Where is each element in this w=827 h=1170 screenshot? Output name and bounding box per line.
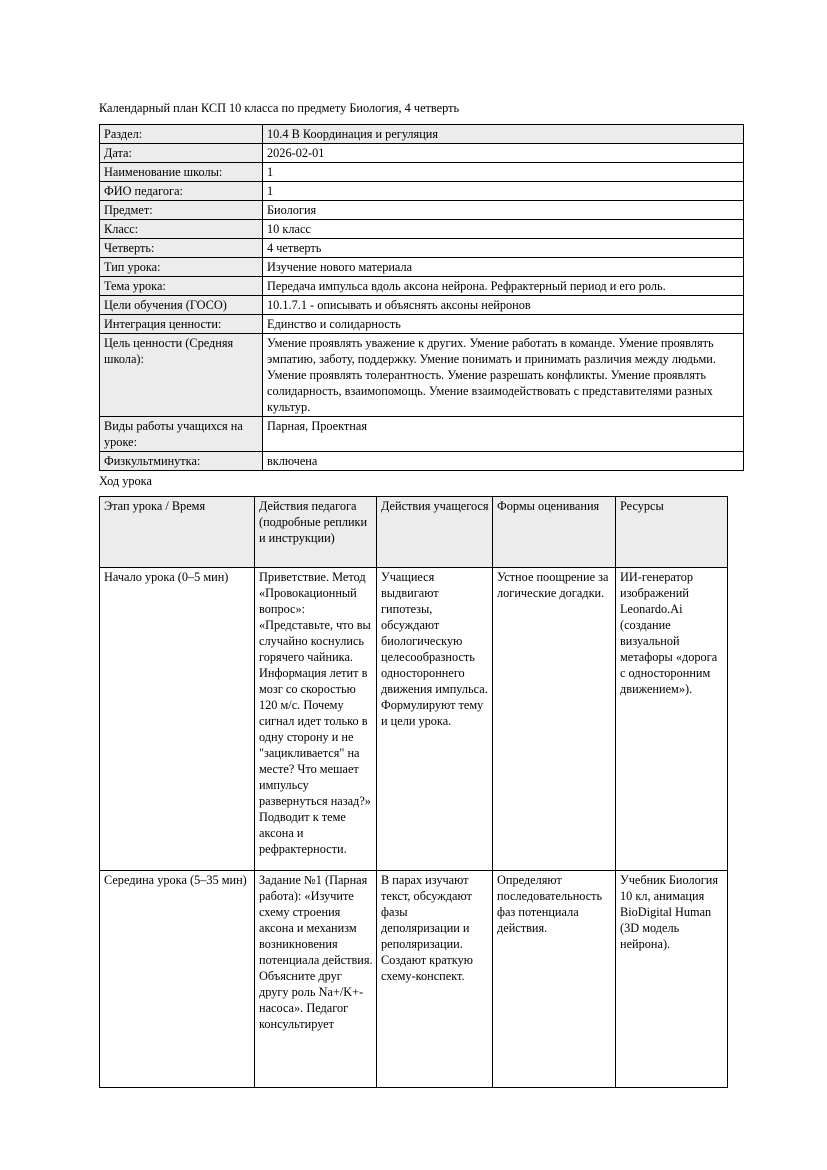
table-row <box>100 201 744 220</box>
info-row-key: Тема урока: <box>100 277 263 296</box>
resources-cell: Учебник Биология 10 кл, анимация BioDigital Human (3D модель нейрона). <box>616 871 728 1088</box>
page-title: Календарный план КСП 10 класса по предмету Биология, 4 четверть <box>99 101 460 115</box>
info-row-key: Наименование школы: <box>100 163 263 182</box>
assessment-forms-cell: Устное поощрение за логические догадки. <box>493 568 616 871</box>
info-row-value: 10 класс <box>263 220 744 239</box>
lesson-flow-table <box>99 496 728 1088</box>
info-row-key: ФИО педагога: <box>100 182 263 201</box>
column-header: Ресурсы <box>616 497 728 568</box>
lesson-info-body <box>100 125 744 471</box>
info-row-value: Передача импульса вдоль аксона нейрона. Рефрактерный период и его роль. <box>263 277 744 296</box>
teacher-actions-cell: Приветствие. Метод «Провокационный вопрос»: «Представьте, что вы случайно коснулись горячего чайника. Информация летит в мозг со скоростью 120 м/с. Почему сигнал идет только в одну сторону и не "зацикливается" на месте? Что мешает импульсу развернуться назад?» Подводит к теме аксона и рефрактерности. <box>255 568 377 871</box>
info-row-value: 10.1.7.1 - описывать и объяснять аксоны нейронов <box>263 296 744 315</box>
column-header: Формы оценивания <box>493 497 616 568</box>
info-row-value: Биология <box>263 201 744 220</box>
info-row-key: Класс: <box>100 220 263 239</box>
student-actions-cell: Учащиеся выдвигают гипотезы, обсуждают биологическую целесообразность одностороннего движения импульса. Формулируют тему и цели урока. <box>377 568 493 871</box>
table-row <box>100 258 744 277</box>
info-row-key: Виды работы учащихся на уроке: <box>100 417 263 452</box>
lesson-flow-body <box>100 568 728 1088</box>
lesson-info-table <box>99 124 744 471</box>
info-row-key: Цели обучения (ГОСО) <box>100 296 263 315</box>
table-row <box>100 144 744 163</box>
info-row-value: 1 <box>263 182 744 201</box>
table-row <box>100 334 744 417</box>
table-row <box>100 315 744 334</box>
table-row <box>100 452 744 471</box>
info-row-key: Дата: <box>100 144 263 163</box>
table-row <box>100 871 728 1088</box>
table-row <box>100 163 744 182</box>
stage-cell: Середина урока (5–35 мин) <box>100 871 255 1088</box>
table-header-row <box>100 497 728 568</box>
column-header: Этап урока / Время <box>100 497 255 568</box>
info-row-key: Предмет: <box>100 201 263 220</box>
info-row-value: 2026-02-01 <box>263 144 744 163</box>
info-row-value: Изучение нового материала <box>263 258 744 277</box>
lesson-flow-label: Ход урока <box>99 474 152 488</box>
table-row <box>100 239 744 258</box>
info-row-key: Тип урока: <box>100 258 263 277</box>
table-row <box>100 125 744 144</box>
column-header: Действия учащегося <box>377 497 493 568</box>
info-row-value: 10.4 В Координация и регуляция <box>263 125 744 144</box>
info-row-key: Физкультминутка: <box>100 452 263 471</box>
resources-cell: ИИ-генератор изображений Leonardo.Ai (создание визуальной метафоры «дорога с односторонним движением»). <box>616 568 728 871</box>
info-row-key: Раздел: <box>100 125 263 144</box>
info-row-value: 4 четверть <box>263 239 744 258</box>
info-row-value: Единство и солидарность <box>263 315 744 334</box>
table-row <box>100 296 744 315</box>
teacher-actions-cell: Задание №1 (Парная работа): «Изучите схему строения аксона и механизм возникновения потенциала действия. Объясните друг другу роль Na+/K+-насоса». Педагог консультирует <box>255 871 377 1088</box>
info-row-key: Четверть: <box>100 239 263 258</box>
info-row-key: Интеграция ценности: <box>100 315 263 334</box>
table-row <box>100 417 744 452</box>
lesson-flow-head <box>100 497 728 568</box>
table-row <box>100 277 744 296</box>
table-row <box>100 182 744 201</box>
info-row-value: Умение проявлять уважение к других. Умение работать в команде. Умение проявлять эмпатию, заботу, поддержку. Умение понимать и принимать различия между людьми. Умение проявлять толерантность. Умение разрешать конфликты. Умение проявлять солидарность, взаимопомощь. Умение взаимодействовать с представителями разных культур. <box>263 334 744 417</box>
column-header: Действия педагога (подробные реплики и инструкции) <box>255 497 377 568</box>
student-actions-cell: В парах изучают текст, обсуждают фазы деполяризации и реполяризации. Создают краткую схему-конспект. <box>377 871 493 1088</box>
info-row-value: Парная, Проектная <box>263 417 744 452</box>
assessment-forms-cell: Определяют последовательность фаз потенциала действия. <box>493 871 616 1088</box>
info-row-value: 1 <box>263 163 744 182</box>
table-row <box>100 568 728 871</box>
table-row <box>100 220 744 239</box>
info-row-value: включена <box>263 452 744 471</box>
info-row-key: Цель ценности (Средняя школа): <box>100 334 263 417</box>
stage-cell: Начало урока (0–5 мин) <box>100 568 255 871</box>
